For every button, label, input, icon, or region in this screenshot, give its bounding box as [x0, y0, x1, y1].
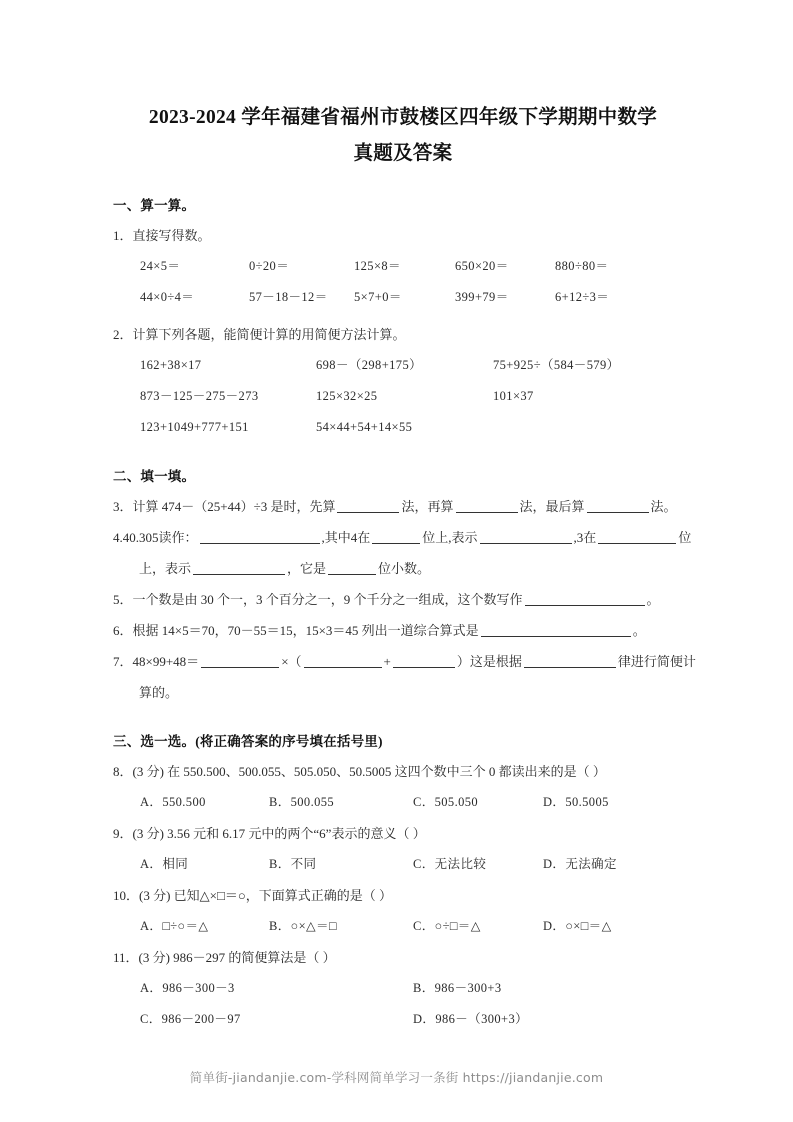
answer-blank[interactable]	[393, 653, 455, 668]
option-c[interactable]: C．无法比较	[413, 857, 487, 871]
question-1-stem: 1．直接写得数。	[113, 228, 211, 243]
question-9-stem: 9．(3 分) 3.56 元和 6.17 元中的两个“6”表示的意义（ ）	[113, 826, 426, 841]
question-5-number: 5．	[113, 592, 133, 607]
question-10-options	[113, 911, 693, 942]
option-b[interactable]: B．不同	[269, 857, 317, 871]
expression: 54×44+54+14×55	[316, 420, 413, 434]
answer-blank[interactable]	[372, 529, 420, 544]
question-11-options-row-1	[113, 973, 693, 1004]
page-title-line-2: 真题及答案	[353, 143, 453, 164]
expression: 125×8＝	[354, 259, 401, 273]
expression: 123+1049+777+151	[140, 420, 249, 434]
option-d[interactable]: D．○×□＝△	[543, 919, 612, 933]
answer-blank[interactable]	[598, 529, 676, 544]
question-3-number: 3．	[113, 499, 133, 514]
question-9-options	[113, 849, 693, 880]
expression: 125×32×25	[316, 389, 378, 403]
question-3-text-4: 法。	[650, 499, 677, 514]
expression: 75+925÷（584－579）	[493, 358, 620, 372]
question-7-text-5: 律进行简便计	[617, 654, 696, 669]
answer-blank[interactable]	[480, 529, 572, 544]
expression: 57－18－12＝	[249, 290, 328, 304]
option-a[interactable]: A．550.500	[140, 795, 206, 809]
option-a[interactable]: A．相同	[140, 857, 189, 871]
footer-watermark: 简单街-jiandanjie.com-学科网简单学习一条街 https://jiandanjie.com	[189, 1070, 604, 1085]
question-7-text-4: ）这是根据	[456, 654, 522, 669]
answer-blank[interactable]	[328, 560, 376, 575]
question-3-text-3: 法，最后算	[519, 499, 585, 514]
section-heading-3: 三、选一选。(将正确答案的序号填在括号里)	[113, 734, 383, 749]
question-6	[113, 615, 693, 646]
question-10-stem: 10．(3 分) 已知△×□＝○，下面算式正确的是（ ）	[113, 888, 392, 903]
question-4-text-8: 位小数。	[378, 561, 431, 576]
question-4-text-2: ,其中4在	[321, 530, 371, 545]
page-title-line-1: 2023-2024 学年福建省福州市鼓楼区四年级下学期期中数学	[148, 107, 658, 128]
question-2-row-2	[113, 381, 693, 412]
section-heading-2: 二、填一填。	[113, 469, 196, 484]
answer-blank[interactable]	[304, 653, 382, 668]
question-7-line-1	[113, 646, 696, 677]
answer-blank[interactable]	[481, 622, 631, 637]
answer-blank[interactable]	[524, 653, 616, 668]
expression: 880÷80＝	[555, 259, 609, 273]
option-b[interactable]: B．○×△＝□	[269, 919, 337, 933]
expression: 650×20＝	[455, 259, 509, 273]
expression: 399+79＝	[455, 290, 509, 304]
option-d[interactable]: D．986－（300+3）	[413, 1012, 529, 1026]
page-content	[113, 0, 696, 1035]
question-5-text-2: 。	[646, 592, 660, 607]
question-4-text-5: 位	[678, 530, 692, 545]
expression: 6+12÷3＝	[555, 290, 610, 304]
question-2-row-3	[113, 412, 693, 443]
expression: 698－（298+175）	[316, 358, 422, 372]
option-d[interactable]: D．无法确定	[543, 857, 617, 871]
expression: 0÷20＝	[249, 259, 290, 273]
question-6-text-2: 。	[632, 623, 646, 638]
option-d[interactable]: D．50.5005	[543, 795, 609, 809]
question-6-text-1: 根据 14×5＝70，70－55＝15，15×3＝45 列出一道综合算式是	[132, 623, 479, 638]
expression: 162+38×17	[140, 358, 202, 372]
question-11-options-row-2	[113, 1004, 693, 1035]
question-2-row-1	[113, 350, 693, 381]
section-heading-1: 一、算一算。	[113, 198, 196, 213]
option-c[interactable]: C．505.050	[413, 795, 479, 809]
question-4-text-7: ，它是	[287, 561, 327, 576]
option-c[interactable]: C．986－200－97	[140, 1012, 241, 1026]
question-4-text-3: 位上,表示	[422, 530, 478, 545]
question-3-text-1: 计算 474－（25+44）÷3 是时，先算	[132, 499, 336, 514]
expression: 101×37	[493, 389, 534, 403]
answer-blank[interactable]	[587, 498, 649, 513]
question-7-text-3: +	[383, 654, 391, 669]
answer-blank[interactable]	[456, 498, 518, 513]
question-4-text-4: ,3在	[573, 530, 597, 545]
question-4-number: 4.	[113, 530, 123, 545]
option-b[interactable]: B．500.055	[269, 795, 335, 809]
question-3-text-2: 法，再算	[401, 499, 454, 514]
expression: 5×7+0＝	[354, 290, 402, 304]
question-3	[113, 491, 693, 522]
question-1-row-2	[113, 282, 693, 313]
option-c[interactable]: C．○÷□＝△	[413, 919, 481, 933]
question-5	[113, 584, 693, 615]
answer-blank[interactable]	[337, 498, 399, 513]
page-title	[113, 100, 693, 172]
question-7-text-6: 算的。	[139, 685, 179, 700]
question-11-stem: 11．(3 分) 986－297 的简便算法是（ ）	[113, 950, 336, 965]
question-7-line-2	[113, 677, 693, 708]
option-a[interactable]: A．□÷○＝△	[140, 919, 209, 933]
question-1-row-1	[113, 251, 693, 282]
question-4-text-6: 上，表示	[139, 561, 192, 576]
answer-blank[interactable]	[525, 591, 645, 606]
question-7-text-2: ×（	[281, 654, 302, 669]
question-4-line-1	[113, 522, 693, 553]
expression: 24×5＝	[140, 259, 181, 273]
question-4-line-2	[113, 553, 693, 584]
answer-blank[interactable]	[200, 529, 320, 544]
question-2-stem: 2．计算下列各题，能简便计算的用简便方法计算。	[113, 327, 406, 342]
option-a[interactable]: A．986－300－3	[140, 981, 235, 995]
question-6-number: 6．	[113, 623, 133, 638]
option-b[interactable]: B．986－300+3	[413, 981, 502, 995]
expression: 873－125－275－273	[140, 389, 259, 403]
question-4-text-1: 40.305读作：	[122, 530, 198, 545]
question-7-text-1: 48×99+48＝	[132, 654, 200, 669]
question-8-stem: 8．(3 分) 在 550.500、500.055、505.050、50.5005 这四个数中三个 0 都读出来的是（ ）	[113, 764, 606, 779]
question-7-number: 7．	[113, 654, 133, 669]
question-5-text-1: 一个数是由 30 个一，3 个百分之一，9 个千分之一组成，这个数写作	[132, 592, 523, 607]
expression: 44×0÷4＝	[140, 290, 195, 304]
answer-blank[interactable]	[193, 560, 285, 575]
answer-blank[interactable]	[201, 653, 279, 668]
question-8-options	[113, 787, 693, 818]
